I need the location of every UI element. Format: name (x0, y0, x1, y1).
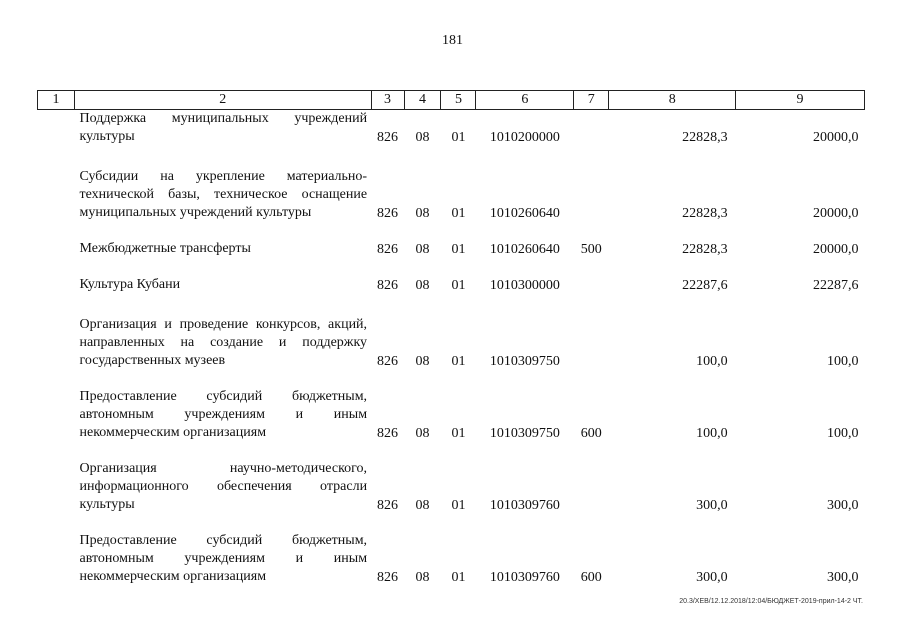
table-row (38, 388, 865, 442)
row-section-code: 08 (415, 426, 430, 441)
row-ministry-code: 826 (377, 206, 399, 221)
header-col-7: 7 (574, 91, 609, 110)
row-amount-col9: 20000,0 (813, 206, 859, 221)
row-subsection-code: 01 (451, 242, 466, 257)
header-col-1: 1 (38, 91, 75, 110)
row-expense-type-code (574, 276, 609, 294)
table-row (38, 168, 865, 222)
row-amount-col8: 300,0 (696, 570, 728, 585)
row-subsection-code: 01 (451, 206, 466, 221)
row-target-code: 1010260640 (489, 206, 560, 221)
header-col-9: 9 (736, 91, 865, 110)
row-ministry-code: 826 (377, 278, 399, 293)
header-col-8: 8 (609, 91, 736, 110)
row-amount-col9: 100,0 (827, 426, 859, 441)
header-col-5: 5 (441, 91, 476, 110)
row-ministry-code: 826 (377, 498, 399, 513)
row-target-code: 1010200000 (489, 130, 560, 145)
row-ministry-code: 826 (377, 426, 399, 441)
row-name: Поддержка муниципальных учреждений культуры (79, 111, 368, 144)
row-section-code: 08 (415, 354, 430, 369)
row-amount-col8: 100,0 (696, 426, 728, 441)
row-amount-col9: 22287,6 (813, 278, 859, 293)
row-ministry-code: 826 (377, 242, 399, 257)
row-section-code: 08 (415, 242, 430, 257)
row-ministry-code: 826 (377, 130, 399, 145)
row-amount-col8: 22828,3 (682, 130, 728, 145)
header-col-3: 3 (371, 91, 404, 110)
row-subsection-code: 01 (451, 130, 466, 145)
row-spacer (38, 514, 865, 532)
row-amount-col8: 22828,3 (682, 242, 728, 257)
budget-table (37, 90, 865, 586)
row-section-code: 08 (415, 206, 430, 221)
row-name: Предоставление субсидий бюджетным, автономным учреждениям и иным некоммерческим организациям (79, 533, 368, 584)
table-row (38, 240, 865, 258)
row-ministry-code: 826 (377, 570, 399, 585)
row-amount-col9: 100,0 (827, 354, 859, 369)
row-spacer (38, 222, 865, 240)
row-name: Организация и проведение конкурсов, акций, направленных на создание и поддержку государственных музеев (79, 317, 368, 368)
row-amount-col8: 22828,3 (682, 206, 728, 221)
row-subsection-code: 01 (451, 426, 466, 441)
row-name: Культура Кубани (79, 277, 181, 292)
footer-document-code: 20.3/ХЕВ/12.12.2018/12:04/БЮДЖЕТ-2019-прил-14-2 ЧТ. (679, 598, 863, 605)
table-row (38, 316, 865, 370)
row-spacer (38, 442, 865, 460)
table-row (38, 460, 865, 514)
row-target-code: 1010309760 (489, 570, 560, 585)
header-col-2: 2 (74, 91, 371, 110)
row-target-code: 1010309750 (489, 426, 560, 441)
row-section-code: 08 (415, 570, 430, 585)
row-expense-type-code: 500 (580, 242, 602, 257)
row-target-code: 1010260640 (489, 242, 560, 257)
row-expense-type-code (574, 460, 609, 514)
row-expense-type-code (574, 168, 609, 222)
row-target-code: 1010300000 (489, 278, 560, 293)
row-section-code: 08 (415, 130, 430, 145)
row-amount-col8: 100,0 (696, 354, 728, 369)
row-spacer (38, 258, 865, 276)
header-col-6: 6 (476, 91, 574, 110)
table-row (38, 276, 865, 294)
row-amount-col9: 20000,0 (813, 242, 859, 257)
row-spacer (38, 146, 865, 168)
row-expense-type-code (574, 110, 609, 147)
table-row (38, 110, 865, 147)
row-name: Межбюджетные трансферты (79, 241, 251, 256)
row-name: Предоставление субсидий бюджетным, автономным учреждениям и иным некоммерческим организациям (79, 389, 368, 440)
row-spacer (38, 294, 865, 316)
page-number: 181 (442, 33, 463, 48)
row-subsection-code: 01 (451, 354, 466, 369)
row-section-code: 08 (415, 498, 430, 513)
row-section-code: 08 (415, 278, 430, 293)
table-row (38, 532, 865, 586)
row-name: Субсидии на укрепление материально-технической базы, техническое оснащение муниципальных учреждений культуры (79, 169, 368, 220)
row-amount-col9: 300,0 (827, 498, 859, 513)
row-expense-type-code: 600 (580, 570, 602, 585)
row-target-code: 1010309750 (489, 354, 560, 369)
row-subsection-code: 01 (451, 570, 466, 585)
row-ministry-code: 826 (377, 354, 399, 369)
row-amount-col9: 20000,0 (813, 130, 859, 145)
row-expense-type-code: 600 (580, 426, 602, 441)
row-amount-col8: 300,0 (696, 498, 728, 513)
row-expense-type-code (574, 316, 609, 370)
row-name: Организация научно-методического, информационного обеспечения отрасли культуры (79, 461, 368, 512)
row-target-code: 1010309760 (489, 498, 560, 513)
row-amount-col9: 300,0 (827, 570, 859, 585)
row-amount-col8: 22287,6 (682, 278, 728, 293)
table-header-row (38, 91, 865, 110)
row-subsection-code: 01 (451, 278, 466, 293)
header-col-4: 4 (404, 91, 441, 110)
row-subsection-code: 01 (451, 498, 466, 513)
row-spacer (38, 370, 865, 388)
table-body (38, 110, 865, 587)
